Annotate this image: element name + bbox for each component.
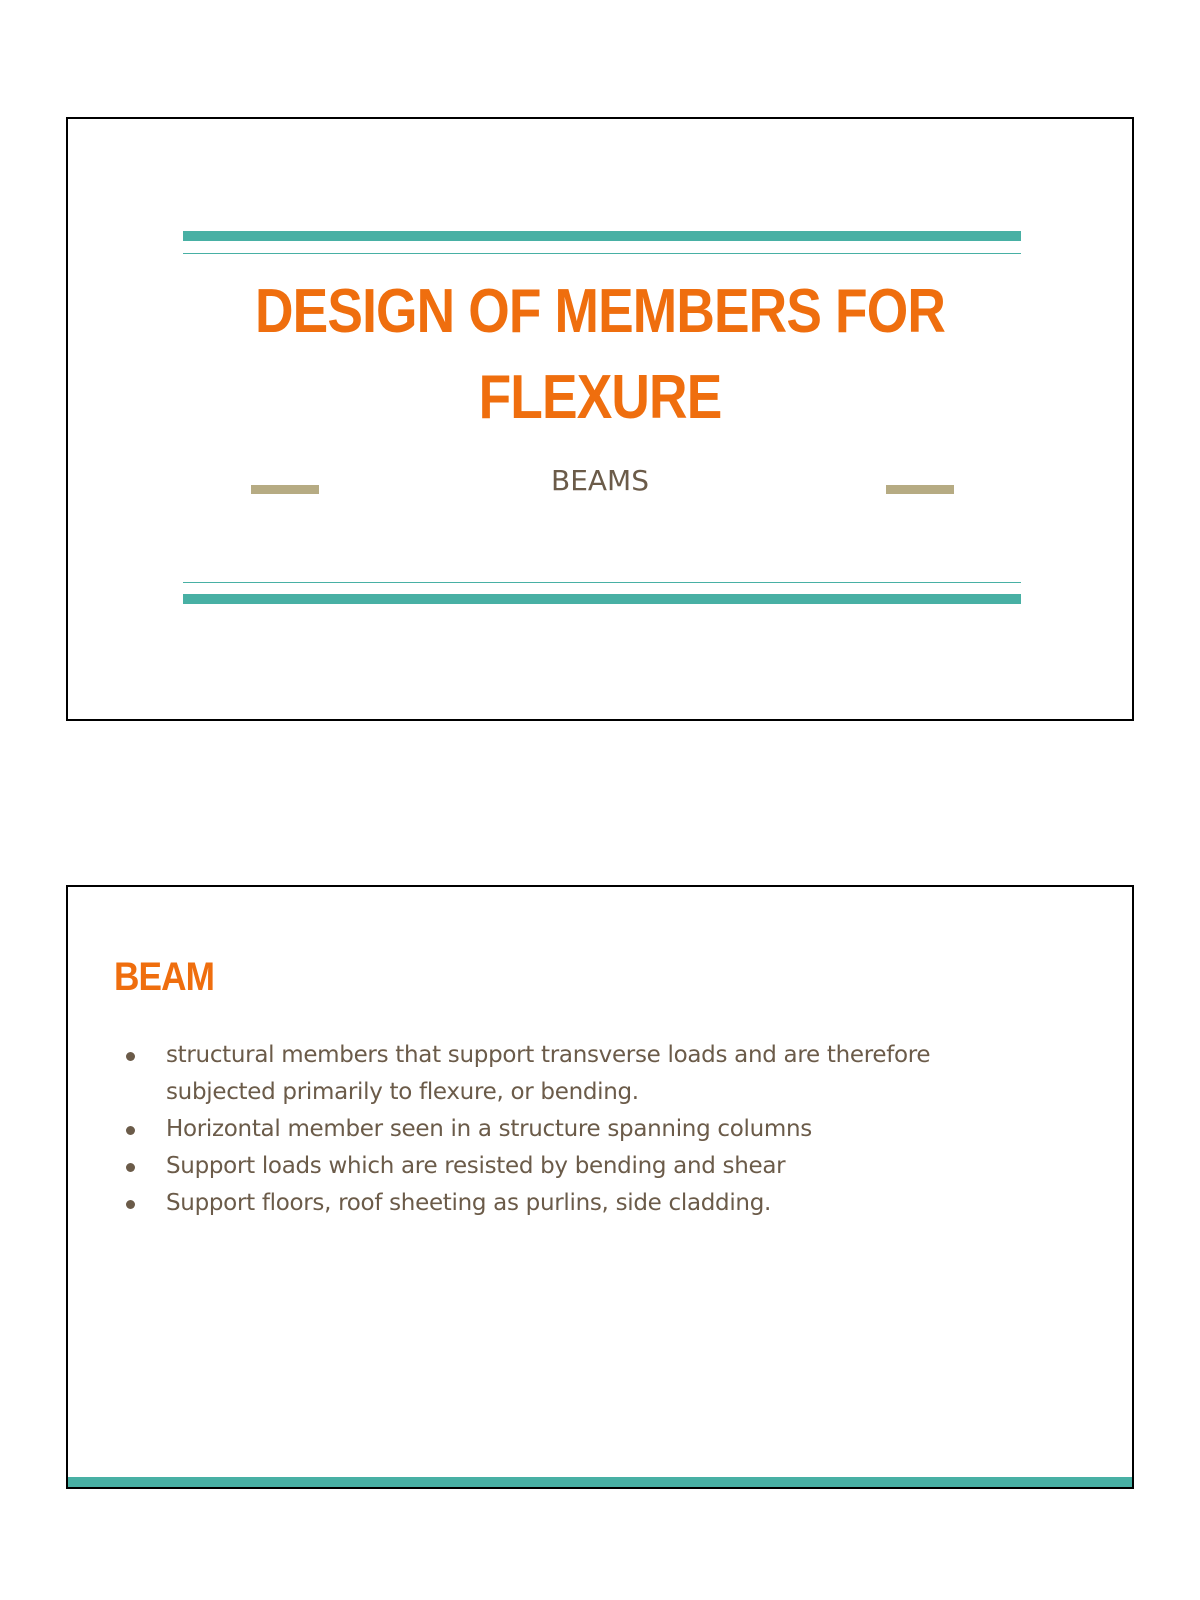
bottom-teal-rule — [183, 594, 1021, 604]
slide-title-line-2: FLEXURE — [478, 363, 722, 432]
bullet-item — [114, 1148, 1014, 1185]
bullet-item — [114, 1111, 1014, 1148]
slide-subtitle: BEAMS — [551, 464, 649, 497]
bullet-list — [114, 1037, 1014, 1222]
bottom-teal-thin-rule — [183, 582, 1021, 583]
title-slide — [66, 117, 1134, 721]
content-slide — [66, 885, 1134, 1489]
right-tan-dash — [886, 485, 954, 494]
bullet-dot-icon — [126, 1200, 135, 1209]
bullet-text: structural members that support transverse loads and are therefore subjected primarily to flexure, or bending. — [166, 1042, 931, 1105]
slide-title — [142, 269, 1057, 441]
top-teal-rule — [183, 231, 1021, 241]
slide-title-line-1: DESIGN OF MEMBERS FOR — [255, 277, 945, 346]
bullet-dot-icon — [126, 1163, 135, 1172]
footer-teal-bar — [68, 1477, 1132, 1487]
bullet-item — [114, 1185, 1014, 1222]
bullet-text: Support floors, roof sheeting as purlins, side cladding. — [166, 1190, 772, 1216]
bullet-dot-icon — [126, 1052, 135, 1061]
bullet-item — [114, 1037, 1014, 1111]
top-teal-thin-rule — [183, 253, 1021, 254]
bullet-text: Support loads which are resisted by bending and shear — [166, 1153, 786, 1179]
slide-heading: BEAM — [114, 955, 215, 999]
bullet-text: Horizontal member seen in a structure spanning columns — [166, 1116, 812, 1142]
bullet-dot-icon — [126, 1126, 135, 1135]
